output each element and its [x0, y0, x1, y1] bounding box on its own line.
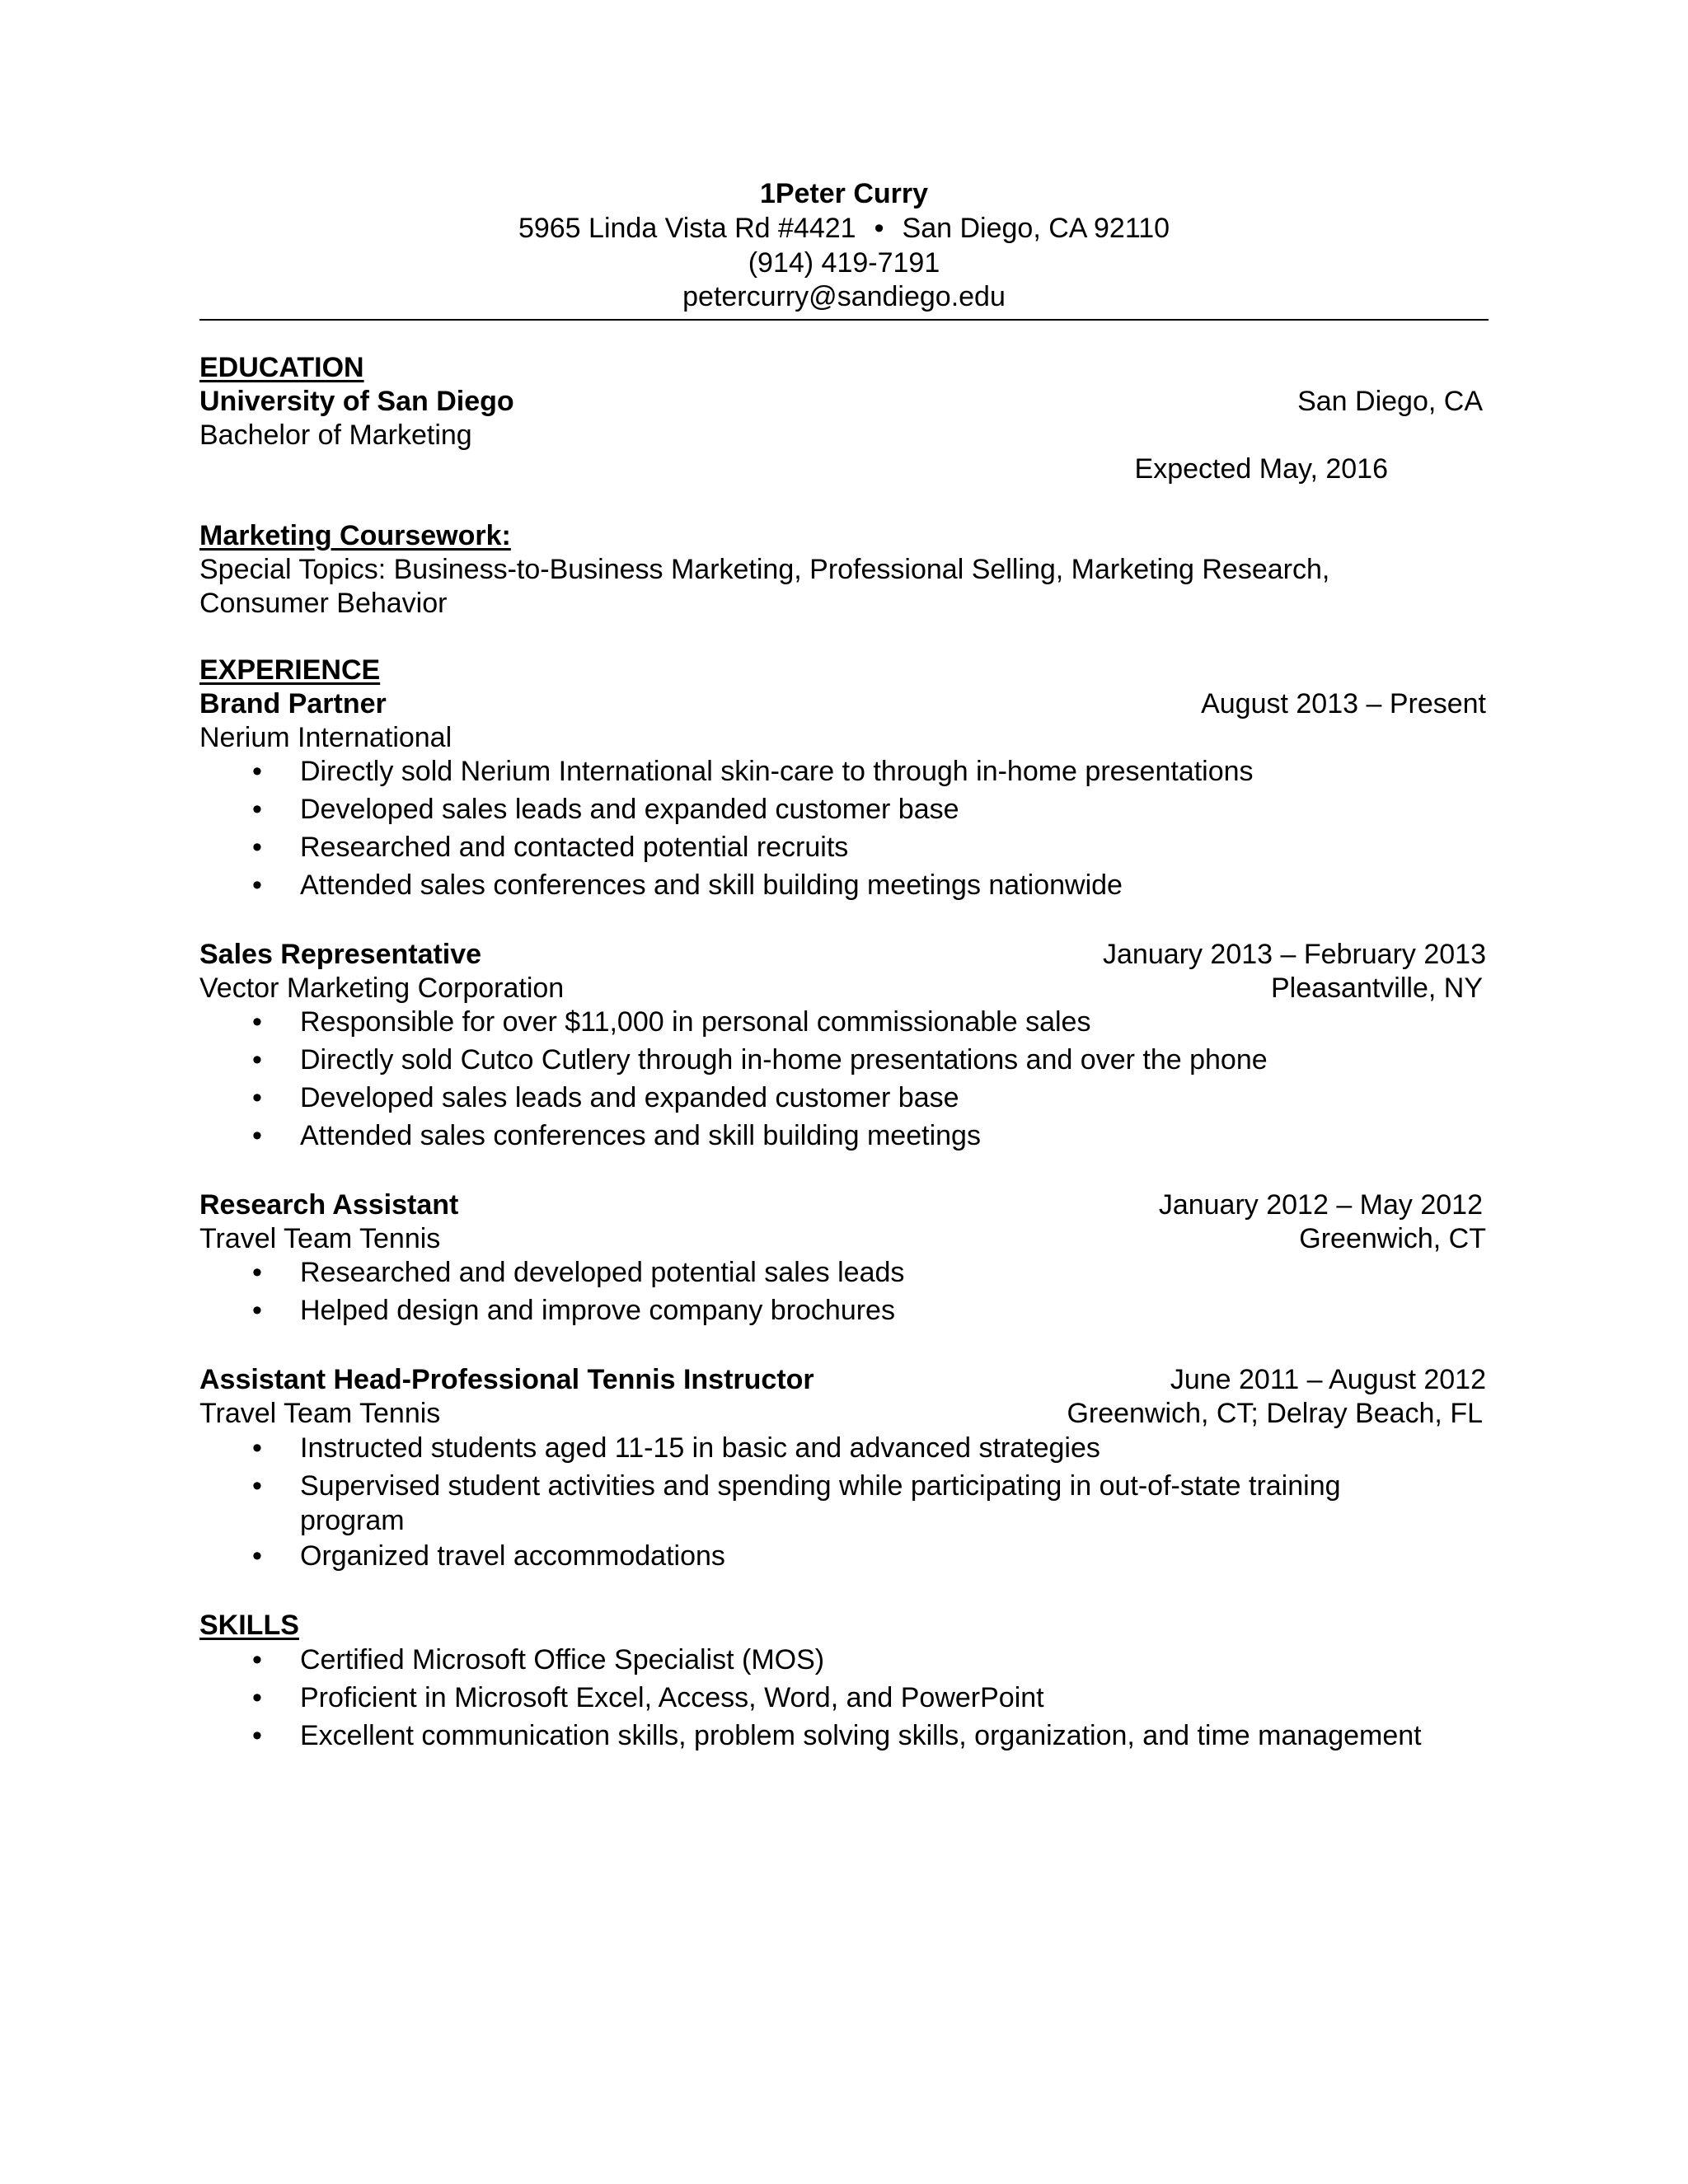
job-bullet: Researched and developed potential sales leads — [300, 1257, 905, 1288]
job-bullet: Helped design and improve company brochures — [300, 1295, 895, 1326]
bullet-icon: • — [252, 1470, 262, 1502]
job-bullet: Supervised student activities and spending while participating in out-of-state training — [300, 1470, 1341, 1502]
job-bullet: Researched and contacted potential recruits — [300, 832, 849, 863]
bullet-icon: • — [252, 794, 262, 825]
job-bullet-continuation: program — [300, 1505, 405, 1536]
coursework-heading: Marketing Coursework: — [199, 520, 511, 551]
bullet-icon: • — [252, 1644, 262, 1675]
coursework-line: Special Topics: Business-to-Business Marketing, Professional Selling, Marketing Research, — [199, 554, 1330, 585]
company-name: Travel Team Tennis — [199, 1398, 441, 1429]
coursework-line: Consumer Behavior — [199, 588, 448, 619]
job-title: Research Assistant — [199, 1189, 459, 1221]
job-bullet: Instructed students aged 11-15 in basic and advanced strategies — [300, 1432, 1100, 1464]
phone-number: (914) 419-7191 — [748, 247, 940, 279]
job-bullet: Directly sold Cutco Cutlery through in-home presentations and over the phone — [300, 1044, 1268, 1076]
degree: Bachelor of Marketing — [199, 419, 472, 451]
street-address: 5965 Linda Vista Rd #4421 — [518, 213, 856, 244]
job-dates: August 2013 – Present — [1201, 688, 1486, 719]
job-bullet: Organized travel accommodations — [300, 1540, 725, 1572]
job-bullet: Attended sales conferences and skill building meetings nationwide — [300, 869, 1123, 901]
bullet-icon: • — [252, 1006, 262, 1038]
bullet-icon: • — [252, 1120, 262, 1151]
bullet-icon: • — [252, 1295, 262, 1326]
job-bullet: Responsible for over $11,000 in personal commissionable sales — [300, 1006, 1091, 1038]
job-title: Brand Partner — [199, 688, 387, 719]
company-name: Vector Marketing Corporation — [199, 972, 565, 1004]
job-bullet: Directly sold Nerium International skin-care to through in-home presentations — [300, 756, 1254, 787]
bullet-icon: • — [252, 869, 262, 901]
job-dates: January 2012 – May 2012 — [1158, 1189, 1483, 1221]
education-heading: EDUCATION — [199, 352, 364, 383]
resume-name: 1Peter Curry — [759, 178, 929, 209]
skill-item: Excellent communication skills, problem solving skills, organization, and time management — [300, 1720, 1422, 1751]
bullet-icon: • — [252, 1540, 262, 1572]
bullet-icon: • — [252, 1082, 262, 1113]
contact-address-line — [0, 214, 1688, 242]
company-name: Nerium International — [199, 722, 452, 753]
job-title: Sales Representative — [199, 939, 482, 970]
bullet-icon: • — [252, 1682, 262, 1713]
job-bullet: Developed sales leads and expanded customer base — [300, 794, 959, 825]
school-name: University of San Diego — [199, 386, 514, 417]
experience-heading: EXPERIENCE — [199, 654, 381, 686]
skills-heading: SKILLS — [199, 1610, 299, 1641]
skill-item: Certified Microsoft Office Specialist (MOS) — [300, 1644, 825, 1675]
job-bullet: Developed sales leads and expanded customer base — [300, 1082, 959, 1113]
job-dates: January 2013 – February 2013 — [1103, 939, 1486, 970]
graduation-date: Expected May, 2016 — [1134, 453, 1388, 485]
skill-item: Proficient in Microsoft Excel, Access, Word, and PowerPoint — [300, 1682, 1044, 1713]
company-name: Travel Team Tennis — [199, 1223, 441, 1254]
email-address: petercurry@sandiego.edu — [682, 281, 1006, 312]
bullet-icon: • — [252, 1044, 262, 1076]
job-bullet: Attended sales conferences and skill building meetings — [300, 1120, 981, 1151]
school-location: San Diego, CA — [1297, 386, 1483, 417]
job-location: Greenwich, CT — [1299, 1223, 1486, 1254]
job-title: Assistant Head-Professional Tennis Instructor — [199, 1364, 814, 1395]
job-dates: June 2011 – August 2012 — [1170, 1364, 1486, 1395]
header-divider — [199, 319, 1489, 321]
bullet-icon: • — [252, 1257, 262, 1288]
bullet-icon: • — [252, 756, 262, 787]
separator-bullet: • — [874, 213, 884, 244]
city-state-zip: San Diego, CA 92110 — [902, 213, 1170, 244]
bullet-icon: • — [252, 832, 262, 863]
bullet-icon: • — [252, 1720, 262, 1751]
bullet-icon: • — [252, 1432, 262, 1464]
job-location: Pleasantville, NY — [1270, 972, 1483, 1004]
job-location: Greenwich, CT; Delray Beach, FL — [1067, 1398, 1483, 1429]
